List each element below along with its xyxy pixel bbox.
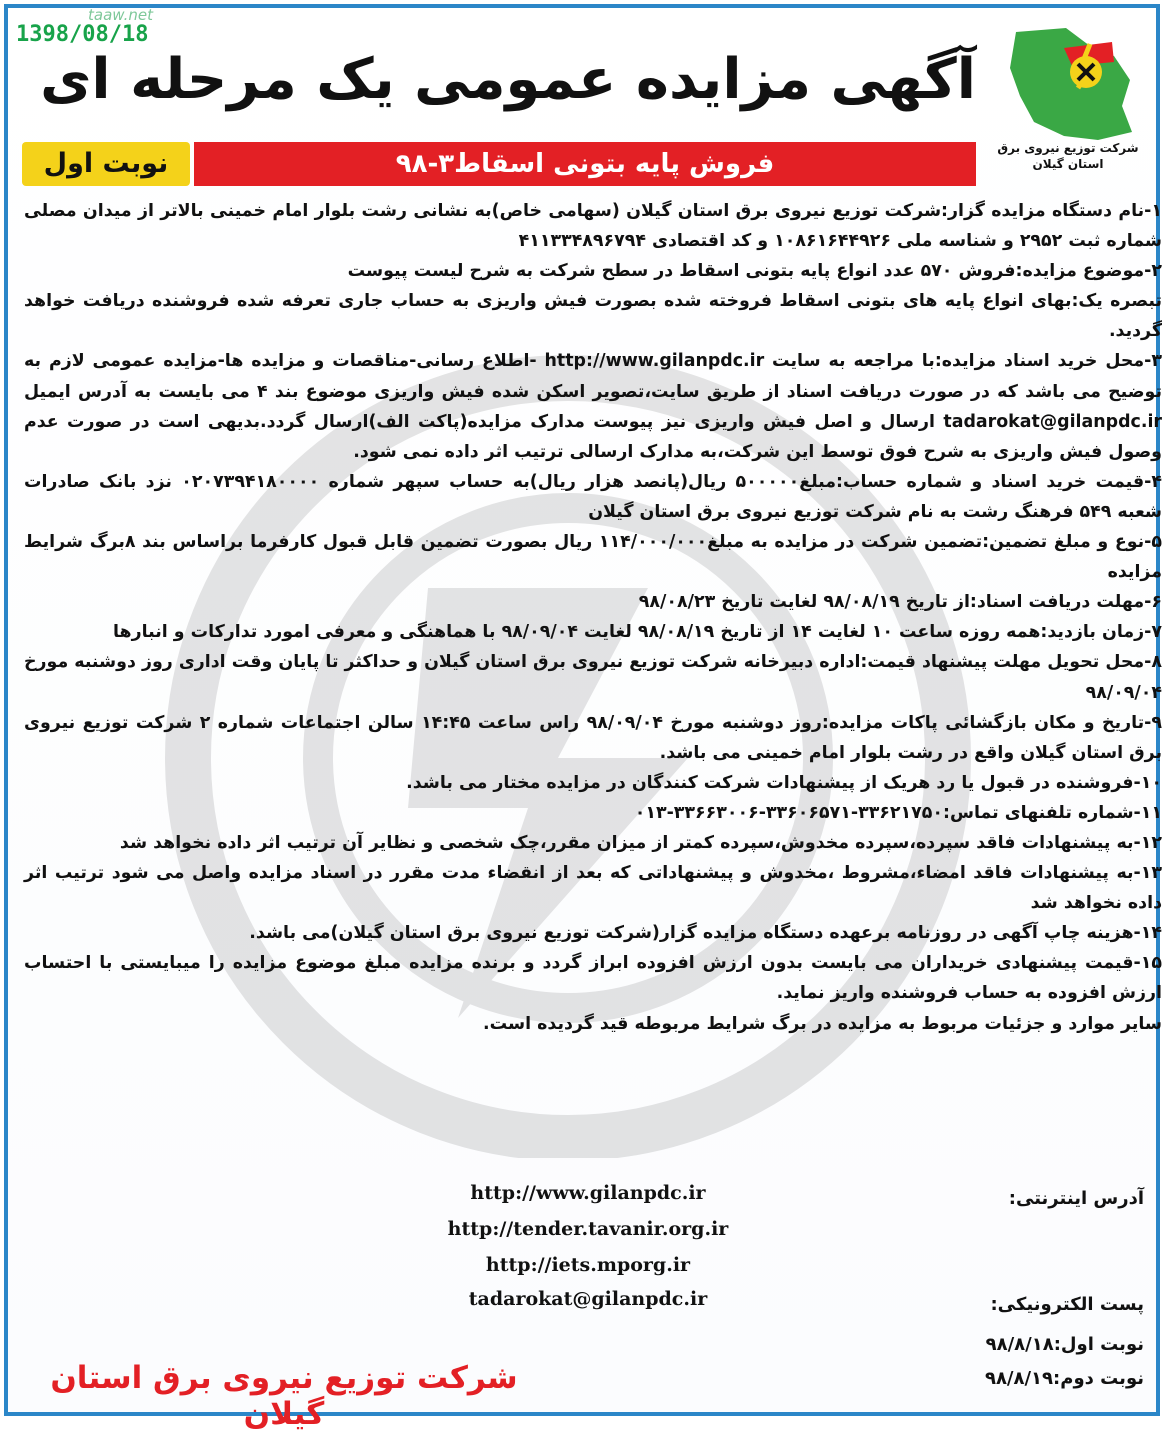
paragraph-1: ۱-نام دستگاه مزایده گزار:شرکت توزیع نیروی برق استان گیلان (سهامی خاص)به نشانی رشت بلوار امام خمینی بالاتر از میدان مصلی شماره ثبت ۲۹۵۲ و شناسه ملی ۱۰۸۶۱۶۴۴۹۲۶ و کد اقتصادی ۴۱۱۳۳۴۸۹۶۷۹۴ bbox=[24, 201, 1162, 252]
page-title: آگهی مزایده عمومی یک مرحله ای bbox=[40, 47, 976, 112]
url-iets-link[interactable]: http://iets.mporg.ir bbox=[485, 1254, 691, 1276]
paragraph-8: ۸-محل تحویل مهلت پیشنهاد قیمت:اداره دبیرخانه شرکت توزیع نیروی برق استان گیلان و حداکثر تا پایان وقت اداری روز دوشنبه مورخ ۹۸/۰۹/۰۴ bbox=[24, 652, 1162, 703]
first-round-date: نوبت اول:۹۸/۸/۱۸ bbox=[985, 1334, 1144, 1355]
notice-frame bbox=[4, 4, 1163, 1432]
date-stamp: 1398/08/18 bbox=[16, 22, 149, 47]
paragraph-3: ۳-محل خرید اسناد مزایده:با مراجعه به سایت http://www.gilanpdc.ir -اطلاع رسانی-مناقصات و مزایده ها-مزایده عمومی لازم به توضیح می باشد که در صورت دریافت اسناد از طریق سایت،تصویر اسکن شده فیش واریزی موضوع بند ۴ می بایست به آدرس ایمیل tadarokat@gilanpdc.ir ارسال و اصل فیش واریزی نیز پیوست مدارک مزایده(پاکت الف)ارسال گردد.بدیهی است در صورت عدم وصول فیش واریزی به شرح فوق توسط این شرکت،به مدارک ارسالی ترتیب اثر داده نمی شود. bbox=[24, 351, 1163, 462]
email-link[interactable]: tadarokat@gilanpdc.ir bbox=[468, 1288, 708, 1310]
site-watermark-text: taaw.net bbox=[88, 6, 153, 24]
notice-body bbox=[24, 196, 1162, 1039]
url-tender-link[interactable]: http://tender.tavanir.org.ir bbox=[447, 1218, 729, 1240]
paragraph-6: ۶-مهلت دریافت اسناد:از تاریخ ۹۸/۰۸/۱۹ لغایت تاریخ ۹۸/۰۸/۲۳ bbox=[638, 592, 1162, 613]
second-round-date: نوبت دوم:۹۸/۸/۱۹ bbox=[984, 1368, 1144, 1389]
email-label: پست الکترونیکی: bbox=[990, 1294, 1144, 1315]
subtitle-banner: فروش پایه بتونی اسقاط۳-۹۸ bbox=[194, 142, 976, 186]
paragraph-10: ۱۰-فروشنده در قبول یا رد هریک از پیشنهادات شرکت کنندگان در مزایده مختار می باشد. bbox=[406, 772, 1162, 793]
paragraph-note: تبصره یک:بهای انواع پایه های بتونی اسقاط فروخته شده بصورت فیش واریزی به حساب جاری تعرفه شده فروشنده دریافت خواهد گردید. bbox=[24, 291, 1162, 342]
paragraph-14: ۱۴-هزینه چاپ آگهی در روزنامه برعهده دستگاه مزایده گزار(شرکت توزیع نیروی برق استان گیلان)می باشد. bbox=[249, 923, 1162, 944]
paragraph-2: ۲-موضوع مزایده:فروش ۵۷۰ عدد انواع پایه بتونی اسقاط در سطح شرکت به شرح لیست پیوست bbox=[347, 261, 1162, 282]
paragraph-9: ۹-تاریخ و مکان بازگشائی پاکات مزایده:روز دوشنبه مورخ ۹۸/۰۹/۰۴ راس ساعت ۱۴:۴۵ سالن اجتماعات شماره ۲ شرکت توزیع نیروی برق استان گیلان واقع در رشت بلوار امام خمینی می باشد. bbox=[24, 712, 1163, 763]
web-address-label: آدرس اینترنتی: bbox=[1008, 1188, 1144, 1209]
url-gilanpdc-link[interactable]: http://www.gilanpdc.ir bbox=[470, 1182, 706, 1204]
company-footer: شرکت توزیع نیروی برق استان گیلان bbox=[50, 1360, 518, 1432]
paragraph-5: ۵-نوع و مبلغ تضمین:تضمین شرکت در مزایده به مبلغ۱۱۴/۰۰۰/۰۰۰ ریال بصورت تضمین قابل قبول کارفرما براساس بند ۸برگ شرایط مزایده bbox=[24, 532, 1162, 583]
round-badge: نوبت اول bbox=[22, 142, 190, 186]
paragraph-15: ۱۵-قیمت پیشنهادی خریداران می بایست بدون ارزش افزوده ابراز گردد و برنده مزایده مبلغ موضوع مزایده را میبایستی با احتساب ارزش افزوده به حساب فروشنده واریز نماید. bbox=[24, 953, 1162, 1004]
paragraph-13: ۱۳-به پیشنهادات فاقد امضاء،مشروط ،مخدوش و پیشنهاداتی که بعد از انقضاء مدت مقرر در اسناد مزایده واصل می شود ترتیب اثر داده نخواهد شد bbox=[24, 863, 1162, 914]
paragraph-12: ۱۲-به پیشنهادات فاقد سپرده،سپرده مخدوش،سپرده کمتر از میزان مقرر،چک شخصی و نظایر آن ترتیب اثر داده نخواهد شد bbox=[119, 832, 1162, 853]
paragraph-7: ۷-زمان بازدید:همه روزه ساعت ۱۰ لغایت ۱۴ از تاریخ ۹۸/۰۸/۱۹ لغایت ۹۸/۰۹/۰۴ با هماهنگی و معرفی امورد تدارکات و انبارها bbox=[112, 622, 1162, 643]
paragraph-4: ۴-قیمت خرید اسناد و شماره حساب:مبلغ۵۰۰۰۰۰ ریال(پانصد هزار ریال)به حساب سپهر شماره ۰۲۰۷۳۹۴۱۸۰۰۰۰ نزد بانک صادرات شعبه ۵۴۹ فرهنگ رشت به نام شرکت توزیع نیروی برق استان گیلان bbox=[24, 471, 1162, 522]
paragraph-11: ۱۱-شماره تلفنهای تماس:۳۳۶۲۱۷۵۰-۳۳۶۰۶۵۷۱-۳۳۶۶۳۰۰۶-۰۱۳ bbox=[634, 802, 1162, 823]
logo-caption: شرکت توزیع نیروی برق استان گیلان bbox=[997, 141, 1139, 171]
paragraph-closing: سایر موارد و جزئیات مربوط به مزایده در برگ شرایط مربوطه قید گردیده است. bbox=[483, 1013, 1162, 1034]
